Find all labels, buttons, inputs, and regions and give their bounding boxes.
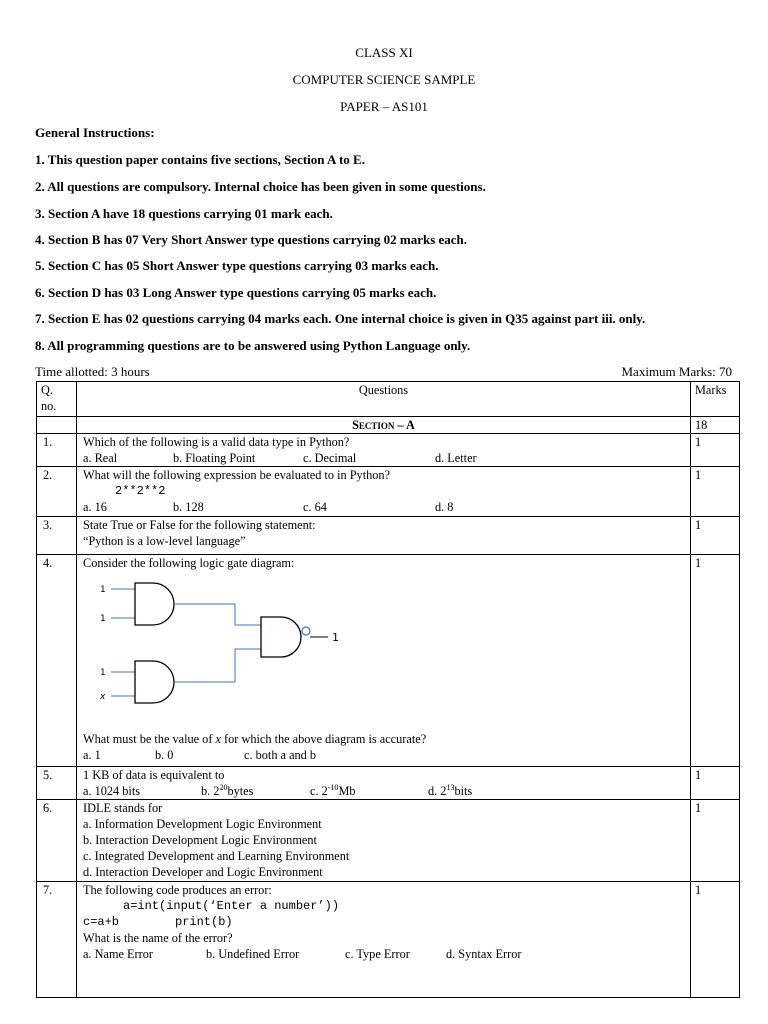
question-cell	[77, 800, 691, 882]
wire	[174, 649, 261, 682]
code-expression: 2**2**2	[115, 484, 166, 498]
table-row	[37, 517, 740, 555]
question-cell	[77, 517, 691, 555]
input-label-x: x	[100, 692, 106, 702]
options-row	[83, 450, 684, 466]
marks-value: 1	[691, 434, 740, 467]
question-text: What will the following expression be evaluated to in Python?	[83, 468, 391, 482]
instruction-item: 4. Section B has 07 Very Short Answer type questions carrying 02 marks each.	[35, 232, 468, 247]
table-row	[37, 555, 740, 767]
question-text: Consider the following logic gate diagram:	[83, 556, 295, 570]
option-c: c. 64	[303, 500, 327, 514]
question-text: The following code produces an error:	[83, 883, 272, 897]
question-cell	[77, 434, 691, 467]
option-d: d. Syntax Error	[446, 947, 522, 961]
option-b: b. 128	[173, 500, 204, 514]
paper-code-title: PAPER – AS101	[340, 99, 428, 114]
question-number: 7.	[37, 882, 77, 998]
code-line: a=int(input(‘Enter a number’))	[123, 899, 340, 913]
marks-value: 1	[691, 882, 740, 998]
option-d: d. $2^{13}bits$	[428, 782, 473, 798]
and-gate-icon	[135, 583, 174, 625]
options-row	[83, 946, 684, 962]
option-d: d. Interaction Developer and Logic Environment	[83, 865, 323, 879]
option-a: a. 16	[83, 500, 107, 514]
input-label: 1	[100, 668, 106, 678]
output-label: 1	[332, 631, 339, 644]
options-row	[83, 783, 684, 799]
marks-value: 1	[691, 800, 740, 882]
section-a-title: Section – A	[77, 417, 691, 434]
marks-value: 1	[691, 467, 740, 517]
question-cell	[77, 555, 691, 767]
option-c: c. both a and b	[244, 748, 317, 762]
question-cell	[77, 882, 691, 998]
marks-value: 1	[691, 517, 740, 555]
quoted-statement: “Python is a low-level language”	[83, 534, 246, 548]
option-b: b. 0	[155, 748, 174, 762]
instruction-item: 3. Section A have 18 questions carrying 01 mark each.	[35, 206, 333, 221]
header-qno: Q. no.	[37, 382, 77, 417]
logic-gate-diagram	[91, 575, 351, 715]
input-label: 1	[100, 614, 106, 624]
question-cell	[77, 767, 691, 800]
table-row	[37, 434, 740, 467]
prompt-text: for which the above diagram is accurate?	[220, 732, 427, 746]
question-text: State True or False for the following statement:	[83, 518, 316, 532]
table-header-row	[37, 382, 740, 417]
header-questions: Questions	[77, 382, 691, 417]
question-table	[36, 381, 740, 998]
option-b: b. Interaction Development Logic Environment	[83, 833, 317, 847]
input-label: 1	[100, 585, 106, 595]
and-gate-icon	[135, 661, 174, 703]
time-allotted: Time allotted: 3 hours	[35, 364, 150, 379]
maximum-marks: Maximum Marks: 70	[621, 364, 732, 379]
option-a: a. Name Error	[83, 947, 153, 961]
instruction-item: 6. Section D has 03 Long Answer type questions carrying 05 marks each.	[35, 285, 437, 300]
instruction-item: 2. All questions are compulsory. Internal choice has been given in some questions.	[35, 179, 486, 194]
instruction-item: 1. This question paper contains five sections, Section A to E.	[35, 152, 365, 167]
option-a: a. 1024 bits	[83, 784, 141, 798]
option-d: d. Letter	[435, 451, 477, 465]
paper-class-title: CLASS XI	[355, 45, 413, 60]
option-c: c. $2^{-10}Mb$	[310, 782, 356, 798]
question-prompt: What is the name of the error?	[83, 931, 233, 945]
prompt-text: What must be the value of	[83, 732, 216, 746]
table-row	[37, 467, 740, 517]
option-c: c. Type Error	[345, 947, 410, 961]
question-cell	[77, 467, 691, 517]
question-number: 1.	[37, 434, 77, 467]
question-number: 6.	[37, 800, 77, 882]
marks-value: 1	[691, 767, 740, 800]
instruction-item: 7. Section E has 02 questions carrying 04 marks each. One internal choice is given in Q35 against part iii. only.	[35, 311, 646, 326]
inverter-bubble-icon	[302, 627, 310, 635]
question-number: 4.	[37, 555, 77, 767]
table-row	[37, 882, 740, 998]
nand-gate-icon	[261, 617, 301, 657]
code-line: c=a+b print(b)	[83, 915, 233, 929]
question-prompt	[83, 731, 684, 747]
instructions-heading: General Instructions:	[35, 125, 155, 140]
section-a-row	[37, 417, 740, 434]
paper-subject-title: COMPUTER SCIENCE SAMPLE	[292, 72, 476, 87]
option-b: b. Undefined Error	[206, 947, 300, 961]
question-number: 3.	[37, 517, 77, 555]
option-b: b. Floating Point	[173, 451, 256, 465]
option-a: a. Information Development Logic Environment	[83, 817, 322, 831]
instruction-item: 5. Section C has 05 Short Answer type questions carrying 03 marks each.	[35, 258, 439, 273]
instruction-item: 8. All programming questions are to be answered using Python Language only.	[35, 338, 471, 353]
option-b: b. $2^{20}bytes$	[201, 782, 254, 798]
header-marks: Marks	[691, 382, 740, 417]
table-row	[37, 767, 740, 800]
question-number: 5.	[37, 767, 77, 800]
question-text: IDLE stands for	[83, 801, 163, 815]
option-a: a. Real	[83, 451, 118, 465]
question-text: Which of the following is a valid data type in Python?	[83, 435, 350, 449]
option-c: c. Decimal	[303, 451, 357, 465]
options-row	[83, 499, 684, 515]
option-d: d. 8	[435, 500, 454, 514]
option-a: a. 1	[83, 748, 101, 762]
table-row	[37, 800, 740, 882]
section-a-marks: 18	[691, 417, 740, 434]
wire	[174, 604, 261, 625]
options-row	[83, 747, 684, 763]
prompt-variable: x	[215, 732, 221, 746]
question-text: 1 KB of data is equivalent to	[83, 768, 225, 782]
marks-value: 1	[691, 555, 740, 767]
option-c: c. Integrated Development and Learning Environment	[83, 849, 350, 863]
question-number: 2.	[37, 467, 77, 517]
